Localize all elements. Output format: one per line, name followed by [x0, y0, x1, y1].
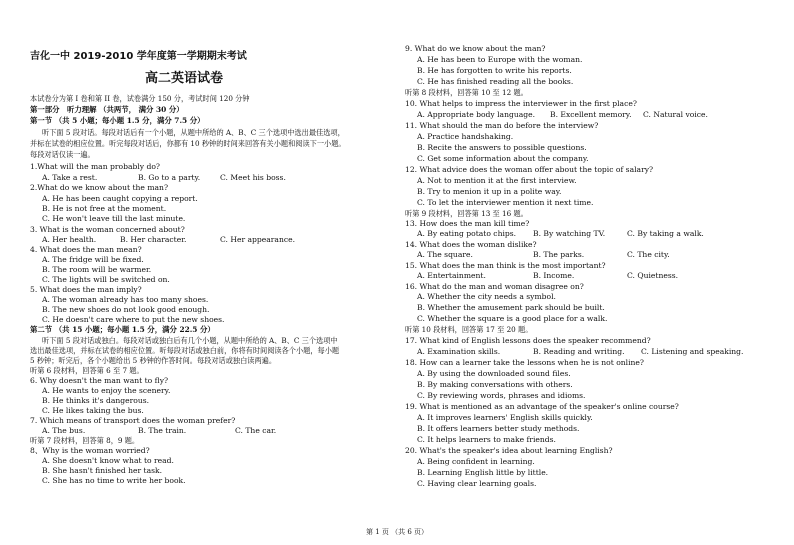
option: A. He has been to Europe with the woman.	[417, 55, 583, 64]
option: B. Whether the amusement park should be built.	[417, 303, 605, 312]
option: B. It offers learners better study methods.	[417, 424, 580, 433]
option: B. He has forgotten to write his reports.	[417, 66, 572, 75]
section1-instruction: 并标在试卷的相应位置。听完每段对话后，你都有 10 秒钟的时间来回答有关小题和阅读下一小题。	[30, 139, 346, 148]
question-stem: 20. What's the speaker's idea about learning English?	[405, 446, 613, 455]
question-stem: 15. What does the man think is the most important?	[405, 261, 606, 270]
school-title: 吉化一中 2019-2010 学年度第一学期期末考试	[30, 51, 247, 62]
question-stem: 4. What does the man mean?	[30, 245, 142, 254]
option: A. It improves learners' English skills quickly.	[417, 413, 593, 422]
question-stem: 18. How can a learner take the lessons when he is not online?	[405, 358, 644, 367]
question-stem: 16. What do the man and woman disagree on?	[405, 282, 584, 291]
option: C. The car.	[235, 426, 277, 435]
option: A. Being confident in learning.	[417, 457, 535, 466]
option: B. The train.	[138, 426, 187, 435]
option: B. He thinks it's dangerous.	[42, 396, 150, 405]
section2-instruction: 5 秒钟；听完后，各个小题给出 5 秒钟的作答时间。每段对话或独白读两遍。	[30, 356, 277, 365]
section2-heading: 第二节 （共 15 小题；每小题 1.5 分，满分 22.5 分）	[30, 325, 215, 334]
page-footer: 第 1 页 （共 6 页）	[365, 528, 429, 536]
option: A. He wants to enjoy the scenery.	[42, 386, 171, 395]
question-stem: 17. What kind of English lessons does the speaker recommend?	[405, 336, 651, 345]
option: A. Entertainment.	[417, 271, 486, 280]
listen-instruction: 听第 7 段材料，回答第 8，9 题。	[30, 436, 140, 445]
option: C. He doesn't care where to put the new shoes.	[42, 315, 225, 324]
listen-instruction: 听第 8 段材料，回答第 10 至 12 题。	[405, 88, 528, 97]
exam-info: 本试卷分为第 I 卷和第 II 卷，试卷满分 150 分，考试时间 120 分钟	[30, 94, 250, 103]
option: A. By eating potato chips.	[417, 229, 517, 238]
option: C. Meet his boss.	[220, 173, 286, 182]
option: B. Income.	[533, 271, 575, 280]
option: C. Her appearance.	[220, 235, 296, 244]
exam-title: 高二英语试卷	[145, 71, 224, 86]
option: C. He won't leave till the last minute.	[42, 214, 186, 223]
option: A. Take a rest.	[42, 173, 98, 182]
option: A. He has been caught copying a report.	[42, 194, 198, 203]
option: B. Excellent memory.	[550, 110, 632, 119]
option: C. By reviewing words, phrases and idioms.	[417, 391, 586, 400]
option: C. To let the interviewer mention it next time.	[417, 198, 594, 207]
question-stem: 13. How does the man kill time?	[405, 219, 530, 228]
question-stem: 1.What will the man probably do?	[30, 162, 160, 171]
option: A. Her health.	[42, 235, 97, 244]
option: A. Appropriate body language.	[417, 110, 536, 119]
option: C. Whether the square is a good place for a walk.	[417, 314, 608, 323]
question-stem: 3. What is the woman concerned about?	[30, 225, 185, 234]
option: B. She hasn't finished her task.	[42, 466, 163, 475]
option: A. Not to mention it at the first interview.	[417, 176, 577, 185]
option: B. By making conversations with others.	[417, 380, 573, 389]
section1-heading: 第一节 （共 5 小题；每小题 1.5 分，满分 7.5 分）	[30, 116, 205, 125]
question-stem: 5. What does the man imply?	[30, 285, 142, 294]
option: B. Reading and writing.	[533, 347, 625, 356]
option: A. Examination skills.	[417, 347, 501, 356]
option: C. She has no time to write her book.	[42, 476, 186, 485]
question-stem: 6. Why doesn't the man want to fly?	[30, 376, 169, 385]
listen-instruction: 听第 6 段材料，回答第 6 至 7 题。	[30, 366, 144, 375]
option: C. Get some information about the company.	[417, 154, 589, 163]
part1-heading: 第一部分 听力理解 （共两节， 满分 30 分）	[30, 105, 184, 114]
option: C. The lights will be switched on.	[42, 275, 170, 284]
option: B. The room will be warmer.	[42, 265, 152, 274]
listen-instruction: 听第 9 段材料，回答第 13 至 16 题。	[405, 209, 528, 218]
option: B. The new shoes do not look good enough.	[42, 305, 210, 314]
option: C. Listening and speaking.	[641, 347, 744, 356]
question-stem: 19. What is mentioned as an advantage of the speaker's online course?	[405, 402, 679, 411]
option: B. Go to a party.	[138, 173, 201, 182]
option: C. The city.	[627, 250, 670, 259]
section1-instruction: 听下面 5 段对话。每段对话后有一个小题，从题中所给的 A、B、C 三个选项中选出最佳选项，	[42, 128, 345, 137]
section2-instruction: 选出最佳选项，并标在试卷的相应位置。听每段对话或独白前，你将有时间阅读各个小题，每小题	[30, 346, 340, 355]
option: B. Learning English little by little.	[417, 468, 549, 477]
option: A. Practice handshaking.	[417, 132, 514, 141]
option: B. Recite the answers to possible questions.	[417, 143, 587, 152]
option: C. Quietness.	[627, 271, 679, 280]
option: C. Having clear learning goals.	[417, 479, 537, 488]
option: A. The fridge will be fixed.	[42, 255, 144, 264]
section1-instruction: 每段对话仅读一遍。	[30, 150, 95, 159]
question-stem: 12. What advice does the woman offer about the topic of salary?	[405, 165, 654, 174]
option: A. She doesn't know what to read.	[42, 456, 174, 465]
question-stem: 9. What do we know about the man?	[405, 44, 546, 53]
question-stem: 8、Why is the woman worried?	[30, 446, 150, 455]
option: A. The bus.	[42, 426, 86, 435]
question-stem: 14. What does the woman dislike?	[405, 240, 537, 249]
option: C. He likes taking the bus.	[42, 406, 144, 415]
question-stem: 11. What should the man do before the interview?	[405, 121, 599, 130]
option: A. The square.	[417, 250, 473, 259]
option: A. The woman already has too many shoes.	[42, 295, 209, 304]
option: C. He has finished reading all the books.	[417, 77, 574, 86]
option: A. Whether the city needs a symbol.	[417, 292, 556, 301]
option: C. It helps learners to make friends.	[417, 435, 556, 444]
option: C. By taking a walk.	[627, 229, 704, 238]
question-stem: 7. Which means of transport does the woman prefer?	[30, 416, 236, 425]
option: C. Natural voice.	[643, 110, 708, 119]
option: A. By using the downloaded sound files.	[417, 369, 571, 378]
option: B. By watching TV.	[533, 229, 606, 238]
option: B. He is not free at the moment.	[42, 204, 167, 213]
option: B. The parks.	[533, 250, 585, 259]
listen-instruction: 听第 10 段材料，回答第 17 至 20 题。	[405, 325, 533, 334]
section2-instruction: 听下面 5 段对话或独白。每段对话或独白后有几个小题，从题中所给的 A、B、C 三个选项中	[42, 336, 338, 345]
question-stem: 10. What helps to impress the interviewer in the first place?	[405, 99, 637, 108]
option: B. Her character.	[120, 235, 187, 244]
question-stem: 2.What do we know about the man?	[30, 183, 169, 192]
option: B. Try to menion it up in a polite way.	[417, 187, 562, 196]
